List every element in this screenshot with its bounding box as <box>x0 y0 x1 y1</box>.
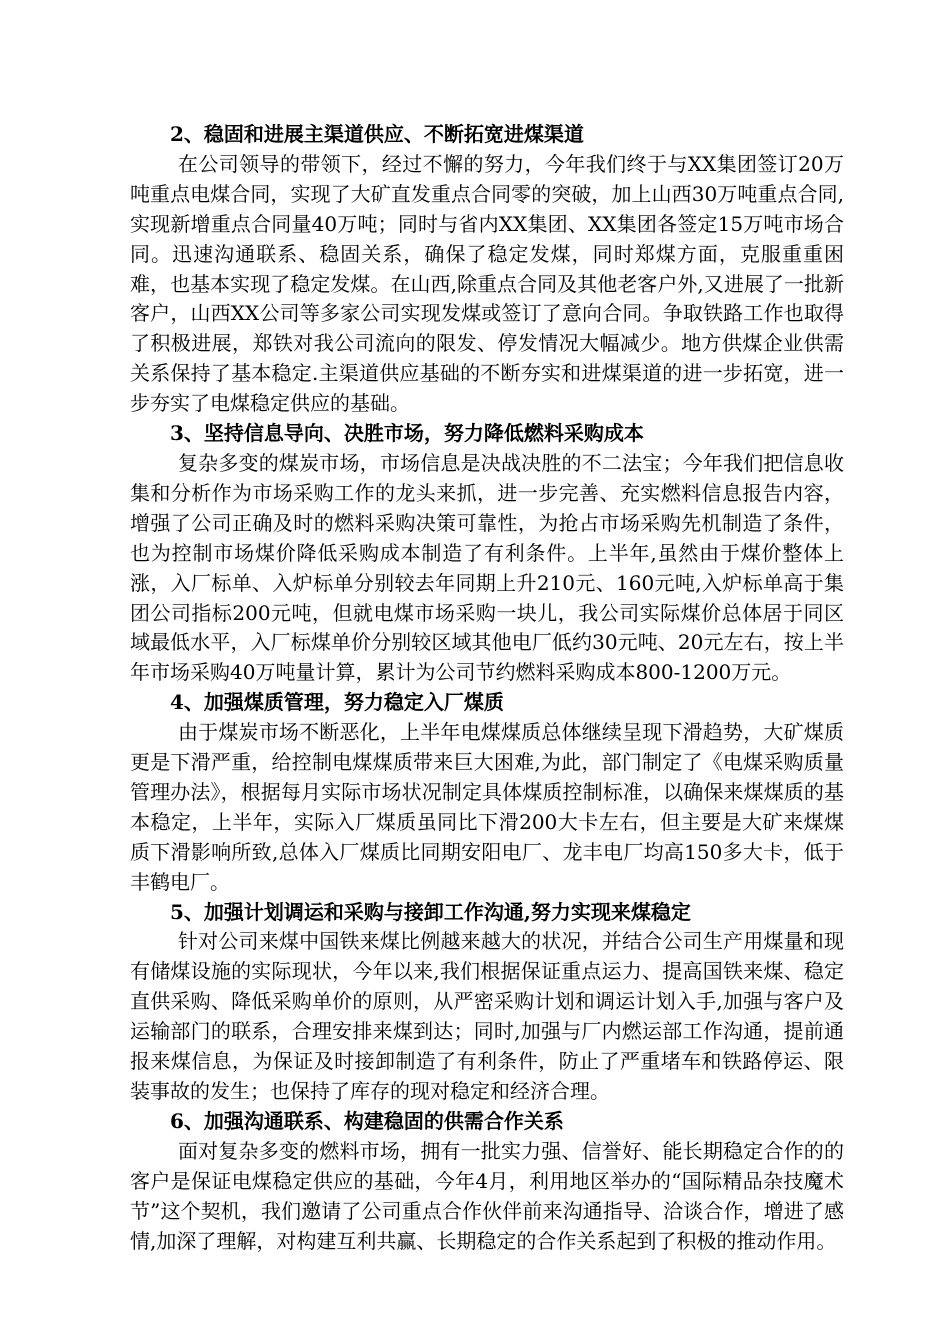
section-heading-2: 2、稳固和进展主渠道供应、不断拓宽进煤渠道 <box>170 122 584 146</box>
section-body-4: 由于煤炭市场不断恶化，上半年电煤煤质总体继续呈现下滑趋势，大矿煤质更是下滑严重，给控制电煤煤质带来巨大困难,为此，部门制定了《电煤采购质量管理办法》，根据每月实际市场状况制定具体煤质控制标准，以确保来煤煤质的基本稳定，上半年，实际入厂煤质虽同比下滑200大卡左右，但主要是大矿来煤煤质下滑影响所致,总体入厂煤质比同期安阳电厂、龙丰电厂均高150多大卡，低于丰鹤电厂。 <box>130 720 844 894</box>
document-page <box>130 120 844 1256</box>
section-heading-6: 6、加强沟通联系、构建稳固的供需合作关系 <box>170 1108 564 1133</box>
section-body-6: 面对复杂多变的燃料市场，拥有一批实力强、信誉好、能长期稳定合作的的客户是保证电煤稳定供应的基础，今年4月，利用地区举办的“国际精品杂技魔术节”这个契机，我们邀请了公司重点合作伙伴前来沟通指导、洽谈合作，增进了感情,加深了理解，对构建互利共赢、长期稳定的合作关系起到了积极的推动作用。 <box>130 1138 844 1253</box>
section-body-2: 在公司领导的带领下，经过不懈的努力，今年我们终于与XX集团签订20万吨重点电煤合同，实现了大矿直发重点合同零的突破，加上山西30万吨重点合同,实现新增重点合同量40万吨；同时与省内XX集团、XX集团各签定15万吨市场合同。迅速沟通联系、稳固关系，确保了稳定发煤，同时郑煤方面，克服重重困难，也基本实现了稳定发煤。在山西,除重点合同及其他老客户外,又进展了一批新客户，山西XX公司等多家公司实现发煤或签订了意向合同。争取铁路工作也取得了积极进展，郑铁对我公司流向的限发、停发情况大幅减少。地方供煤企业供需关系保持了基本稳定.主渠道供应基础的不断夯实和进煤渠道的进一步拓宽，进一步夯实了电煤稳定供应的基础。 <box>130 151 844 416</box>
section-body-3: 复杂多变的煤炭市场，市场信息是决战决胜的不二法宝；今年我们把信息收集和分析作为市场采购工作的龙头来抓，进一步完善、充实燃料信息报告内容，增强了公司正确及时的燃料采购决策可靠性，为抢占市场采购先机制造了条件，也为控制市场煤价降低采购成本制造了有利条件。上半年,虽然由于煤价整体上涨，入厂标单、入炉标单分别较去年同期上升210元、160元吨,入炉标单高于集团公司指标200元吨，但就电煤市场采购一块儿，我公司实际煤价总体居于同区域最低水平，入厂标煤单价分别较区域其他电厂低约30元吨、20元左右，按上半年市场采购40万吨量计算，累计为公司节约燃料采购成本800-1200万元。 <box>130 450 844 685</box>
section-heading-4: 4、加强煤质管理，努力稳定入厂煤质 <box>170 690 504 715</box>
section-heading-3: 3、坚持信息导向、决胜市场，努力降低燃料采购成本 <box>170 421 644 446</box>
section-body-5: 针对公司来煤中国铁来煤比例越来越大的状况，并结合公司生产用煤量和现有储煤设施的实际现状，今年以来,我们根据保证重点运力、提高国铁来煤、稳定直供采购、降低采购单价的原则，从严密采购计划和调运计划入手,加强与客户及运输部门的联系，合理安排来煤到达；同时,加强与厂内燃运部工作沟通，提前通报来煤信息，为保证及时接卸制造了有利条件，防止了严重堵车和铁路停运、限装事故的发生；也保持了库存的现对稳定和经济合理。 <box>130 929 844 1103</box>
section-heading-5: 5、加强计划调运和采购与接卸工作沟通,努力实现来煤稳定 <box>170 899 691 924</box>
